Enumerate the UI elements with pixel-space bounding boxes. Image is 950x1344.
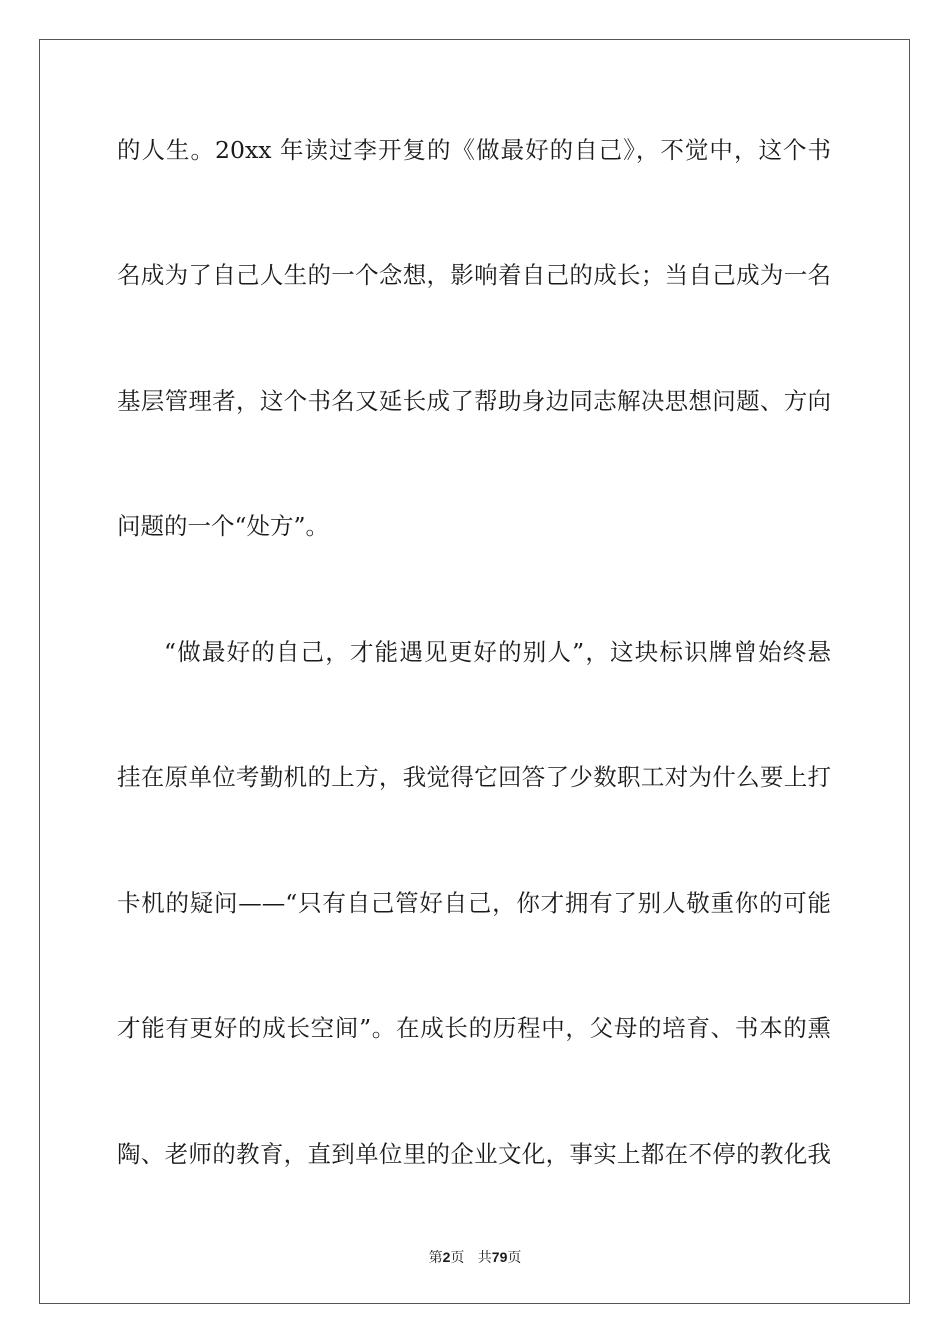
total-suffix: 页 <box>507 1250 522 1266</box>
body-line-6: 挂在原单位考勤机的上方，我觉得它回答了少数职工对为什么要上打 <box>117 763 831 791</box>
page-number-footer <box>0 1247 950 1267</box>
body-line-7: 卡机的疑问——“只有自己管好自己，你才拥有了别人敬重你的可能 <box>117 889 831 917</box>
body-line-9: 陶、老师的教育，直到单位里的企业文化，事实上都在不停的教化我 <box>117 1140 831 1168</box>
body-line-4: 问题的一个“处方”。 <box>117 512 330 540</box>
body-line-5: “做最好的自己，才能遇见更好的别人”，这块标识牌曾始终悬 <box>164 638 831 666</box>
page-suffix: 页 <box>450 1250 465 1266</box>
body-line-8: 才能有更好的成长空间”。在成长的历程中，父母的培育、书本的熏 <box>117 1014 831 1042</box>
body-line-3: 基层管理者，这个书名又延长成了帮助身边同志解决思想问题、方向 <box>117 387 831 415</box>
body-line-2: 名成为了自己人生的一个念想，影响着自己的成长；当自己成为一名 <box>117 261 831 289</box>
total-prefix: 共 <box>477 1250 492 1266</box>
page-prefix: 第 <box>428 1250 443 1266</box>
current-page-number: 2 <box>442 1249 451 1265</box>
body-line-1: 的人生。20xx 年读过李开复的《做最好的自己》，不觉中，这个书 <box>117 136 831 164</box>
total-pages-number: 79 <box>491 1249 508 1265</box>
